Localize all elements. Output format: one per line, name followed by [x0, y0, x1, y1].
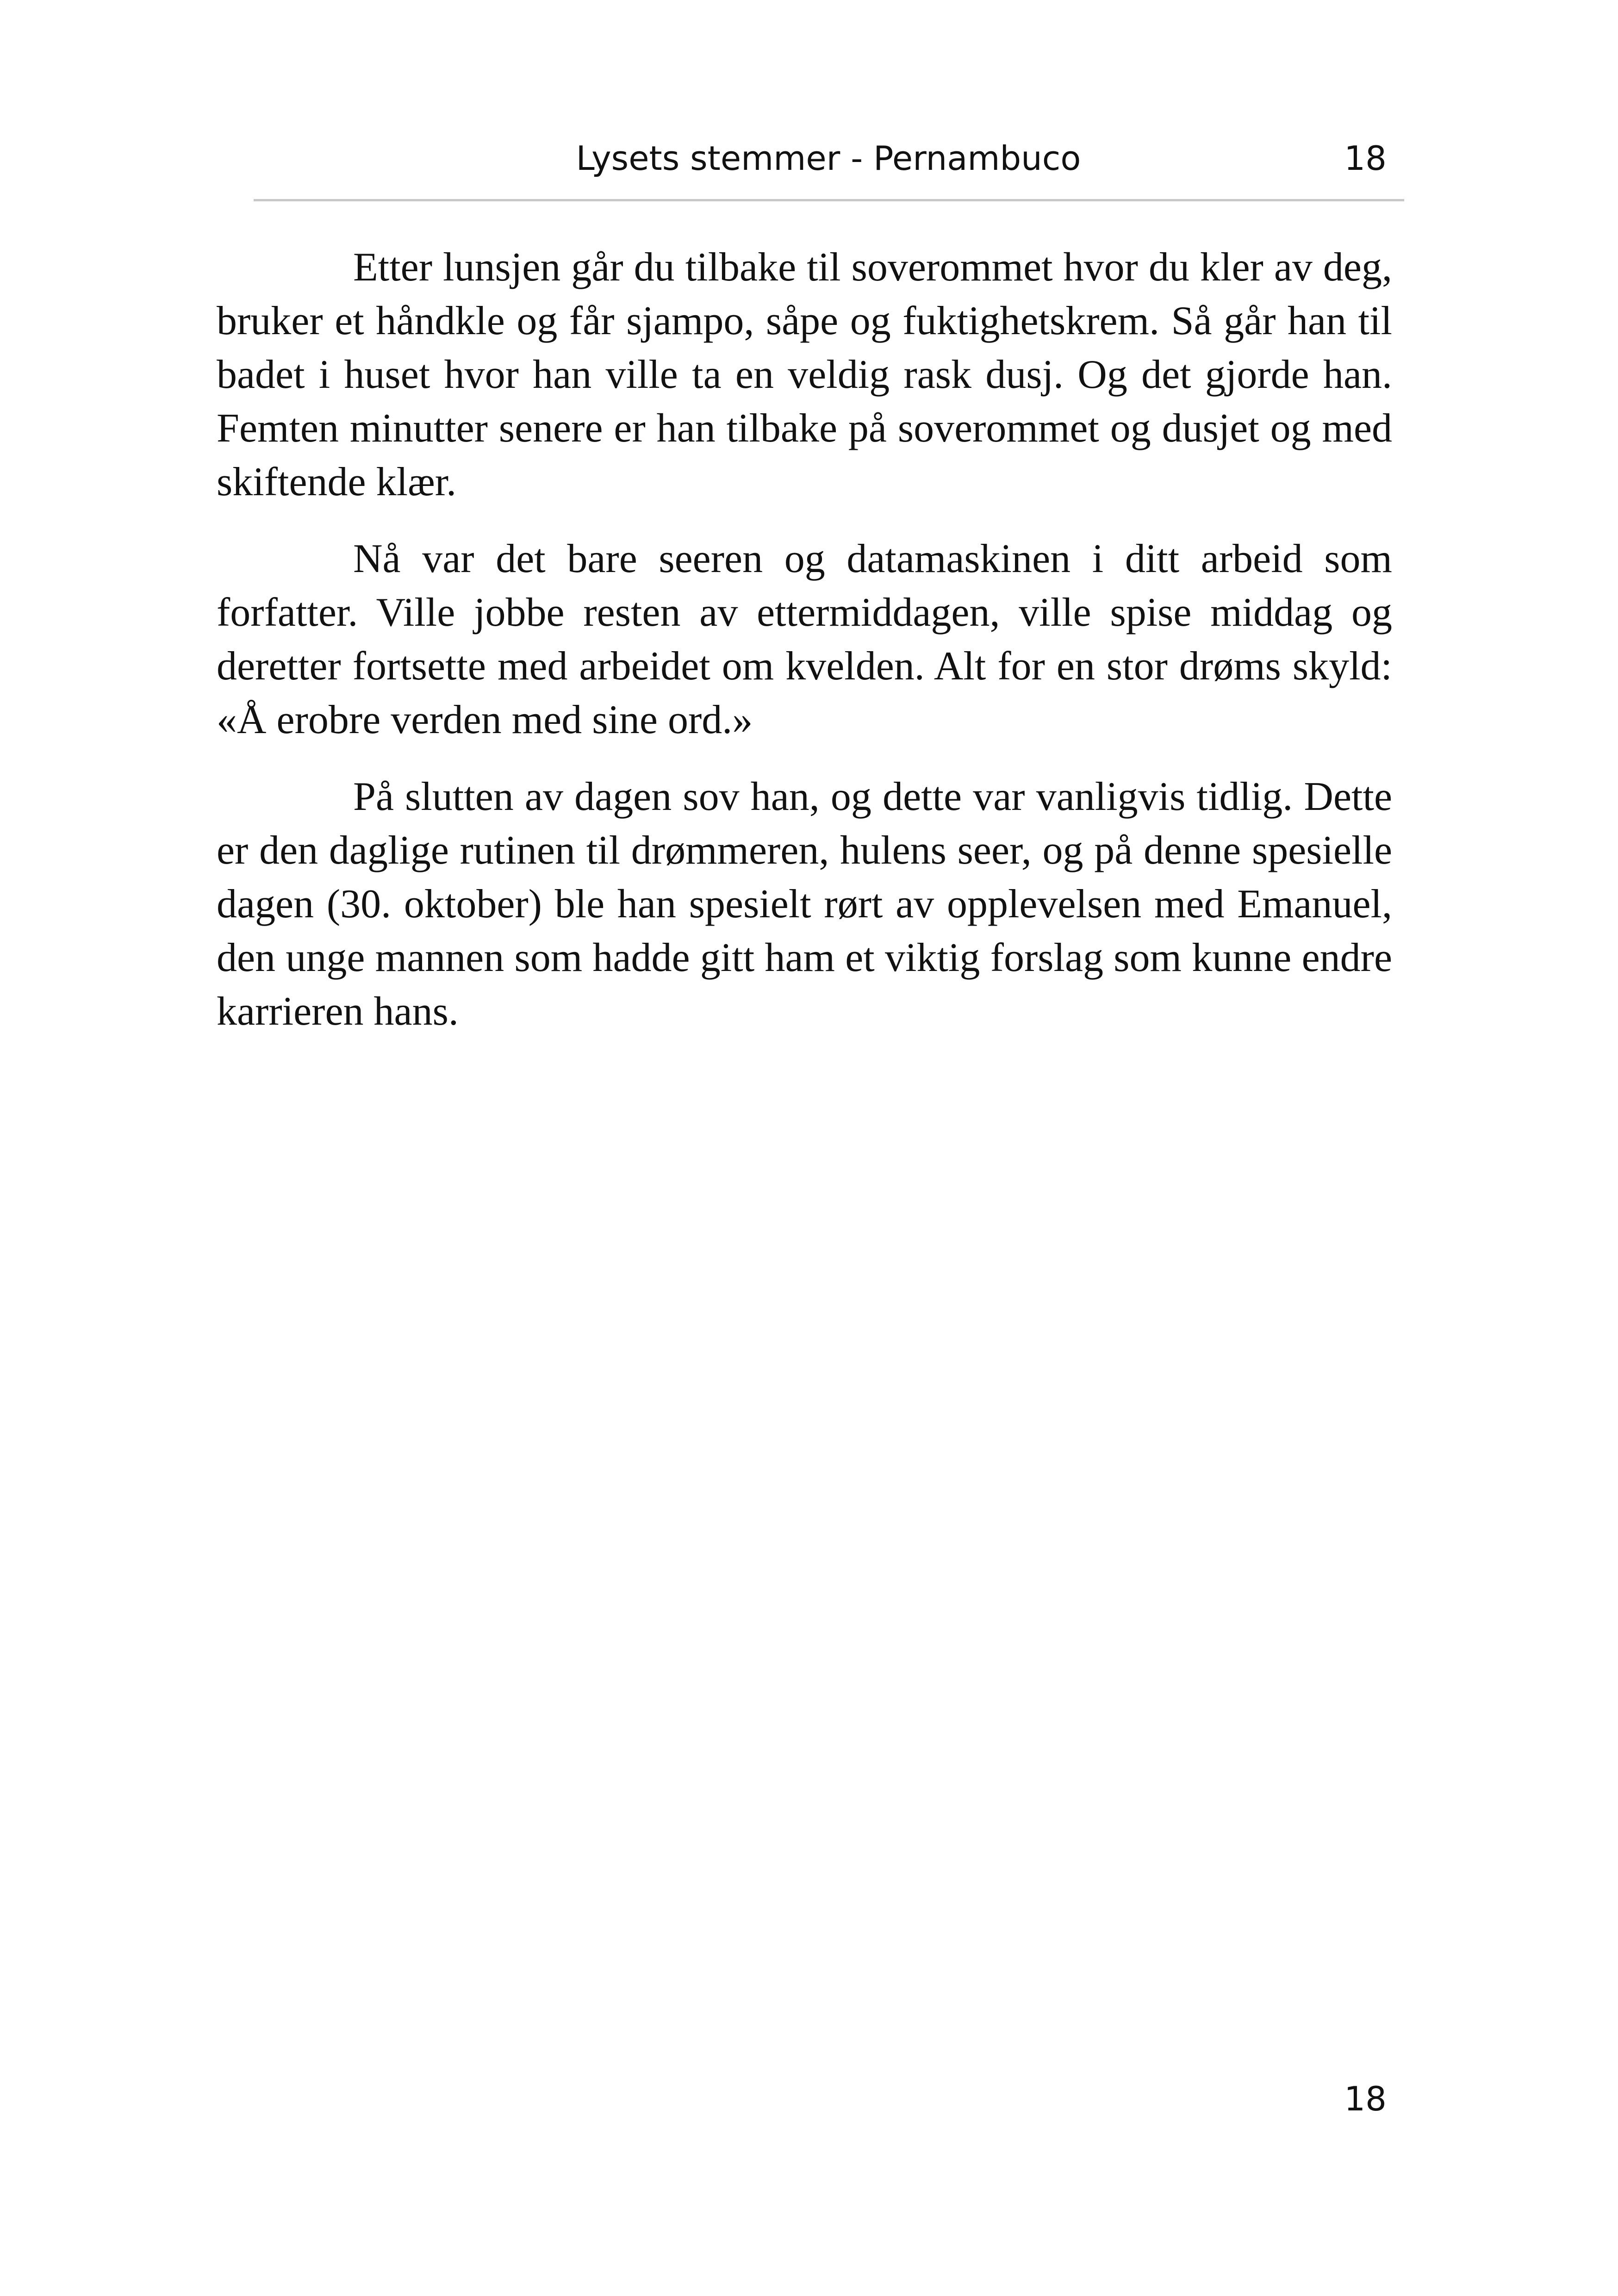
header-page-number: 18: [1344, 139, 1387, 178]
running-header-title: Lysets stemmer - Pernambuco: [576, 139, 1081, 178]
paragraph-2: Nå var det bare seeren og datamaskinen i ditt arbeid som forfatter. Ville jobbe resten av ettermiddagen, ville spise middag og deretter fortsette med arbeidet om kvelden. Alt for en stor drøms skyld: «Å erobre verden med sine ord.»: [217, 536, 1392, 742]
paragraph-1: Etter lunsjen går du tilbake til soverommet hvor du kler av deg, bruker et håndkle og får sjampo, såpe og fuktighetskrem. Så går han til badet i huset hvor han ville ta en veldig rask dusj. Og det gjorde han. Femten minutter senere er han tilbake på soverommet og dusjet og med skiftende klær.: [217, 245, 1392, 504]
footer-page-number: 18: [1344, 2079, 1387, 2118]
paragraph-3: På slutten av dagen sov han, og dette var vanligvis tidlig. Dette er den daglige rutinen til drømmeren, hulens seer, og på denne spesielle dagen (30. oktober) ble han spesielt rørt av opplevelsen med Emanuel, den unge mannen som hadde gitt ham et viktig forslag som kunne endre karrieren hans.: [217, 774, 1392, 1034]
header-divider: [254, 199, 1404, 201]
body-text: [217, 241, 1392, 1062]
